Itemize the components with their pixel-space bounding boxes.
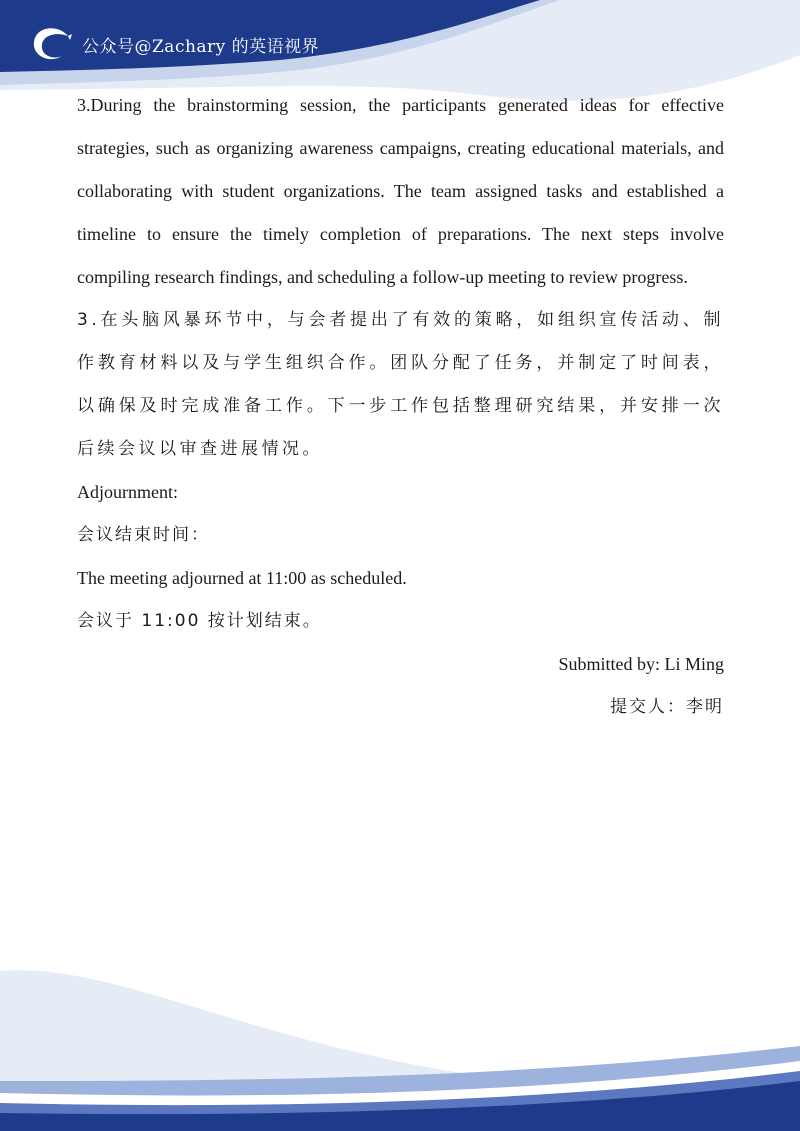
submitted-by-en: Submitted by: Li Ming	[558, 654, 724, 674]
adjournment-heading-en: Adjournment:	[77, 482, 178, 502]
paragraph-chinese: 3.在头脑风暴环节中，与会者提出了有效的策略，如组织宣传活动、制作教育材料以及与学生组织合作。团队分配了任务，并制定了时间表，以确保及时完成准备工作。下一步工作包括整理研究结果，并安排一次后续会议以审查进展情况。	[77, 310, 724, 459]
adjournment-text-en: The meeting adjourned at 11:00 as scheduled.	[77, 568, 407, 588]
paragraph-english: 3.During the brainstorming session, the participants generated ideas for effective strategies, such as organizing awareness campaigns, creating educational materials, and collaborating with student organizations. The team assigned tasks and established a timeline to ensure the timely completion of preparations. The next steps involve compiling research findings, and scheduling a follow-up meeting to review progress.	[77, 95, 724, 287]
swirl-logo-icon	[28, 22, 72, 66]
adjournment-heading-zh: 会议结束时间：	[77, 525, 210, 545]
footer-wave-decoration	[0, 931, 800, 1131]
brand-title: 公众号@Zachary 的英语视界	[82, 36, 320, 57]
document-body	[77, 84, 724, 729]
submitted-by-zh: 提交人：李明	[610, 697, 724, 717]
adjournment-text-zh: 会议于 11:00 按计划结束。	[77, 611, 322, 631]
brand-header	[28, 22, 319, 66]
